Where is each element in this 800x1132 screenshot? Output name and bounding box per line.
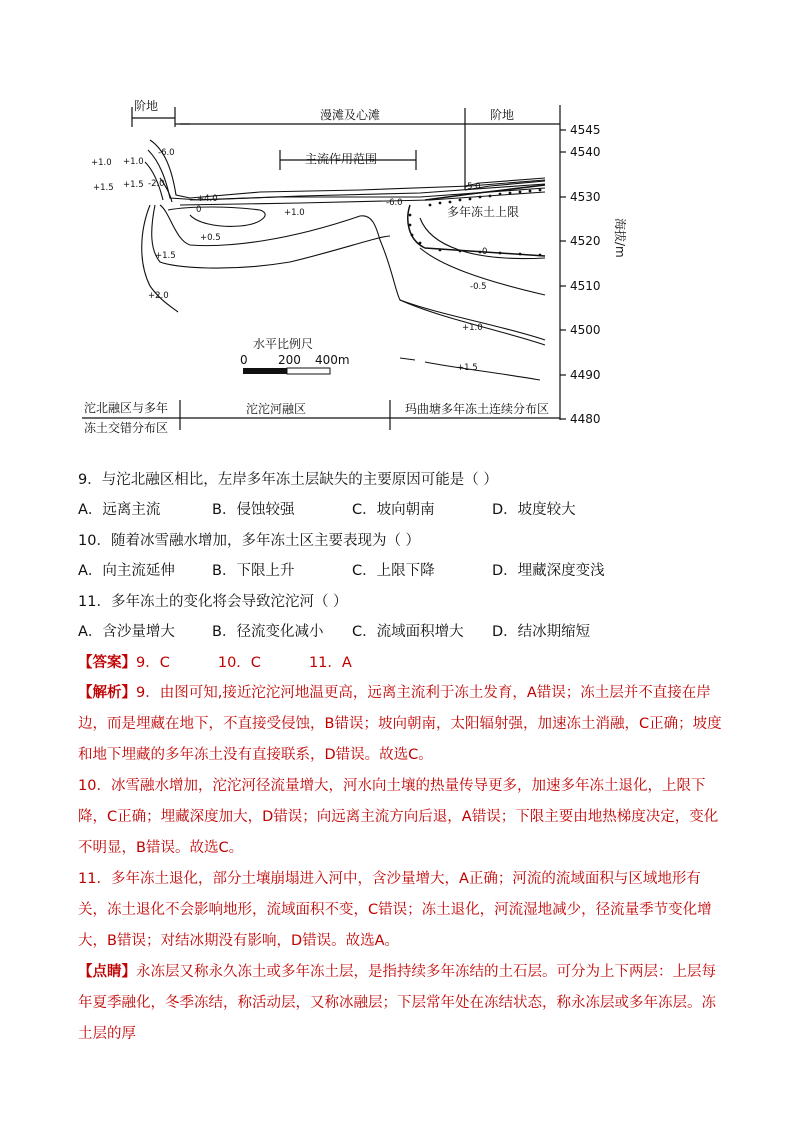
question-10-stem: 10．随着冰雪融水增加，多年冻土区主要表现为（ ） — [78, 533, 421, 549]
answer-11: 11．A — [308, 655, 352, 671]
altitude-axis-label: 海拔/m — [613, 218, 627, 258]
scale-tick: 0 — [240, 353, 248, 367]
zone-middle-label: 沱沱河融区 — [246, 402, 307, 416]
answer-line — [78, 651, 352, 672]
zone-left-label-line1: 沱北融区与多年 — [84, 401, 169, 415]
analysis-tag: 【解析】 — [78, 685, 136, 701]
altitude-tick: 4490 — [570, 368, 601, 382]
isotherm-label: -6.0 — [386, 198, 403, 208]
main-flow-label: 主流作用范围 — [305, 152, 378, 166]
analysis-9-text: 9．由图可知,接近沱沱河地温更高，远离主流利于冻土发育，A错误；冻土层并不直接在岸边，而是埋藏在地下，不直接受侵蚀，B错误；坡向朝南，太阳辐射强，加速冻土消融，C正确；坡度和地下埋藏的多年冻土没有直接联系，D错误。故选C。 — [78, 685, 722, 763]
question-11-option-a: A．含沙量增大 — [78, 624, 175, 640]
question-9-option-a: A．远离主流 — [78, 502, 161, 518]
scale-tick: 400m — [315, 353, 350, 367]
isotherm-label: -5.0 — [464, 182, 481, 192]
permafrost-cross-section-figure — [0, 0, 800, 440]
isotherm-label: +1.5 — [457, 363, 478, 373]
isotherm-label: +1.5 — [93, 183, 114, 193]
question-9-option-d: D．坡度较大 — [492, 502, 576, 518]
question-11-option-b: B．径流变化减小 — [212, 624, 324, 640]
altitude-tick: 4510 — [570, 279, 601, 293]
question-10-option-b: B．下限上升 — [212, 563, 295, 579]
scale-tick: 200 — [278, 353, 301, 367]
question-11-stem: 11．多年冻土的变化将会导致沱沱河（ ） — [78, 594, 348, 610]
isotherm-label: +1.0 — [91, 158, 112, 168]
scale-title: 水平比例尺 — [253, 337, 314, 351]
isotherm-label: -2.0 — [148, 179, 165, 189]
analysis-10: 10．冰雪融水增加，沱沱河径流量增大，河水向土壤的热量传导更多，加速多年冻土退化，上限下降，C正确；埋藏深度加大，D错误；向远离主流方向后退，A错误；下限主要由地热梯度决定，变化不明显，B错误。故选C。 — [78, 778, 719, 856]
isotherm-label: +1.0 — [284, 208, 305, 218]
question-9-option-c: C．坡向朝南 — [352, 502, 435, 518]
permafrost-hatching — [409, 189, 542, 257]
altitude-tick: 4540 — [570, 145, 601, 159]
zone-right-label: 玛曲塘多年冻土连续分布区 — [405, 402, 550, 416]
floodplain-label: 漫滩及心滩 — [320, 108, 381, 122]
isotherm-label: +1.5 — [155, 251, 176, 261]
scale-bar — [243, 368, 330, 374]
altitude-tick: 4500 — [570, 323, 601, 337]
isotherm-label: +1.0 — [462, 323, 483, 333]
zone-left-label-line2: 冻土交错分布区 — [84, 421, 169, 435]
answer-9: 9．C — [136, 655, 170, 671]
permafrost-upper-label: 多年冻土上限 — [447, 205, 520, 219]
question-10-option-a: A．向主流延伸 — [78, 563, 175, 579]
question-10-option-c: C．上限下降 — [352, 563, 435, 579]
isotherm-label: 0 — [482, 247, 488, 257]
question-9-option-b: B．侵蚀较强 — [212, 502, 295, 518]
altitude-tick: 4530 — [570, 190, 601, 204]
isotherm-label: -6.0 — [158, 148, 175, 158]
analysis-9 — [78, 678, 728, 771]
permafrost-upper-boundary — [408, 185, 545, 256]
altitude-tick: 4480 — [570, 412, 601, 426]
isotherm-label: -0.5 — [470, 282, 487, 292]
isotherm-label: +1.5 — [123, 180, 144, 190]
isotherm-label: +2.0 — [148, 291, 169, 301]
isotherm-label: +4.0 — [197, 194, 218, 204]
terrace-right-label: 阶地 — [490, 108, 515, 122]
tips — [78, 957, 728, 1050]
analysis-11: 11．多年冻土退化，部分土壤崩塌进入河中，含沙量增大，A正确；河流的流域面积与区域地形有关，冻土退化不会影响地形，流域面积不变，C错误；冻土退化，河流湿地减少，径流量季节变化增大，B错误；对结冰期没有影响，D错误。故选A。 — [78, 871, 712, 949]
answer-tag: 【答案】 — [78, 655, 136, 671]
tips-text: 永冻层又称永久冻土或多年冻土层，是指持续多年冻结的土石层。可分为上下两层：上层每年夏季融化，冬季冻结，称活动层，又称冰融层；下层常年处在冻结状态，称永冻层或多年冻层。冻土层的厚 — [78, 964, 716, 1042]
isotherm-label: +0.5 — [200, 233, 221, 243]
isotherm-label: +1.0 — [123, 157, 144, 167]
altitude-tick: 4520 — [570, 234, 601, 248]
altitude-tick: 4545 — [570, 123, 601, 137]
question-9-stem: 9．与沱北融区相比，左岸多年冻土层缺失的主要原因可能是（ ） — [78, 472, 498, 488]
terrace-left-label: 阶地 — [134, 99, 159, 113]
isotherm-label: 0 — [196, 205, 202, 215]
isotherm-lines — [142, 140, 545, 380]
question-10-option-d: D．埋藏深度变浅 — [492, 563, 605, 579]
altitude-axis — [560, 130, 566, 419]
question-11-option-c: C．流域面积增大 — [352, 624, 464, 640]
answer-10: 10．C — [217, 655, 261, 671]
tips-tag: 【点睛】 — [78, 964, 136, 980]
question-11-option-d: D．结冰期缩短 — [492, 624, 591, 640]
